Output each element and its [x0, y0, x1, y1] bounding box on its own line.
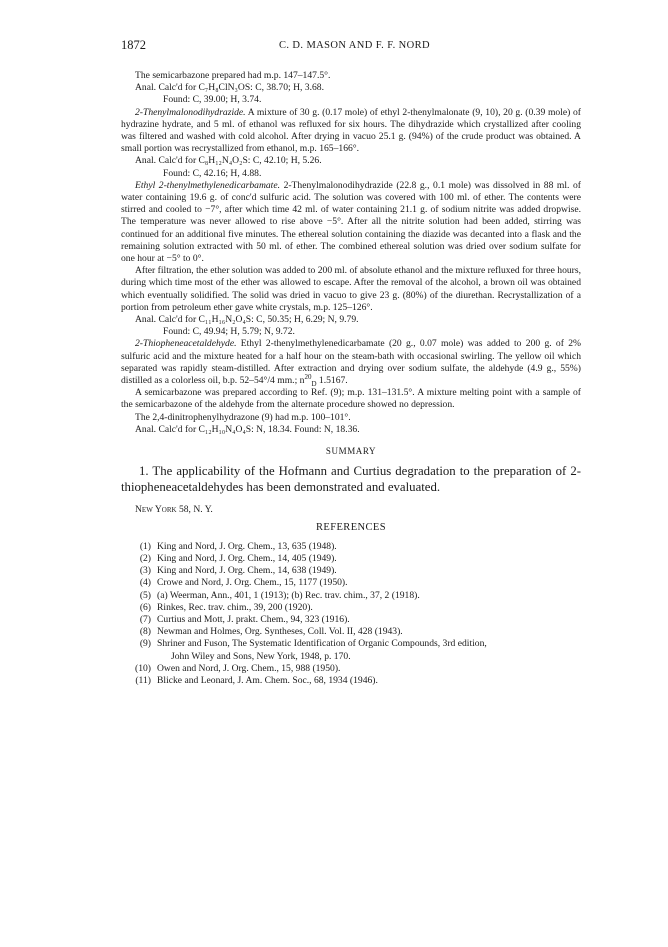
reference-text: Blicke and Leonard, J. Am. Chem. Soc., 68, 1934 (1946).	[157, 674, 378, 686]
reference-item	[121, 541, 581, 553]
paragraph-text: 2-Thenylmalonodihydrazide (22.8 g., 0.1 mole) was dissolved in 88 ml. of water containing 19.6 g. of conc'd sulfuric acid. The solution was covered with 100 ml. of ether. The contents were stirred and cooled to −7°, after which time 42 ml. of water containing 21.1 g. of sodium nitrite was added dropwise. The temperature was never allowed to rise above −5°. After all the nitrite solution had been added, stirring was continued for an additional five minutes. The ethereal solution containing the diazide was decanted into a flask and the remaining solution extracted with 50 ml. of ether. The combined ethereal solution was dried over sodium sulfate for one hour at −5° to 0°.	[121, 179, 582, 265]
analysis-calc: Anal. Calc'd for C₁₁H₁₆N₂O₄S: C, 50.35; H, 6.29; N, 9.79.	[135, 314, 359, 326]
compound-name: 2-Thenylmalonodihydrazide.	[135, 106, 246, 118]
page-header	[121, 38, 588, 56]
reference-number: (8)	[139, 626, 151, 638]
reference-text: Newman and Holmes, Org. Syntheses, Coll. Vol. II, 428 (1943).	[157, 626, 403, 638]
reference-item	[121, 663, 581, 675]
summary-heading: SUMMARY	[325, 446, 377, 457]
reference-number: (6)	[139, 601, 151, 613]
paragraph-filtration: After filtration, the ether solution was added to 200 ml. of absolute ethanol and the mixture refluxed for three hours, during which time most of the ether was allowed to escape. After the removal of the alcohol, a brown oil was obtained which eventually solidified. The solid was dried in vacuo to give 23 g. (80%) of the diurethan. Recrystallization of a portion from petroleum ether gave white crystals, m.p. 125–126°.	[121, 265, 581, 313]
reference-list	[121, 541, 581, 687]
analysis-calc: Anal. Calc'd for C₈H₁₂N₄O₂S: C, 42.10; H, 5.26.	[135, 155, 322, 167]
reference-number: (9)	[139, 638, 151, 650]
analysis-found: Found: C, 49.94; H, 5.79; N, 9.72.	[163, 326, 295, 338]
reference-text: King and Nord, J. Org. Chem., 14, 638 (1949).	[157, 565, 337, 577]
compound-name: Ethyl 2-thenylmethylenedicarbamate.	[135, 179, 281, 191]
reference-number: (4)	[139, 577, 151, 589]
article-body	[121, 70, 581, 687]
running-head-authors: C. D. MASON AND F. F. NORD	[278, 40, 431, 51]
paragraph-semicarbazone: The semicarbazone prepared had m.p. 147–147.5°.	[135, 70, 331, 81]
references-heading: REFERENCES	[316, 521, 386, 533]
reference-text: Crowe and Nord, J. Org. Chem., 15, 1177 (1950).	[157, 577, 348, 589]
paragraph-dnp	[121, 412, 581, 424]
paragraph-text: (9) had m.p. 100–101°.	[259, 411, 351, 423]
reference-item	[121, 590, 581, 602]
reference-item	[121, 602, 581, 614]
paragraph-aldehyde	[121, 338, 581, 387]
reference-text: King and Nord, J. Org. Chem., 13, 635 (1948).	[157, 540, 337, 552]
reference-continuation: John Wiley and Sons, New York, 1948, p. 170.	[171, 650, 351, 662]
reference-item	[121, 626, 581, 638]
reference-text: (a) Weerman, Ann., 401, 1 (1913); (b) Rec. trav. chim., 37, 2 (1918).	[157, 589, 420, 601]
paragraph-dicarbamate	[121, 180, 581, 265]
refractive-temp: 20	[304, 372, 312, 381]
reference-number: (5)	[139, 589, 151, 601]
paragraph-text: A mixture of 30 g. (0.17 mole) of ethyl 2-thenylmalonate (9, 10), 20 g. (0.39 mole) of hydrazine hydrate, and 5 ml. of ethanol was refluxed for six hours. The dihydrazide which crystallized after cooling was filtered and washed with cold alcohol. After drying in vacuo 25.1 g. (94%) of the crude product was obtained. A small portion was recrystallized from ethanol, m.p. 165–166°.	[121, 106, 581, 155]
reference-number: (1)	[139, 540, 151, 552]
reference-number: (3)	[139, 565, 151, 577]
analysis-found: Found: C, 39.00; H, 3.74.	[163, 94, 262, 106]
page-number: 1872	[121, 38, 146, 52]
reference-text: Curtius and Mott, J. prakt. Chem., 94, 323 (1916).	[157, 613, 350, 625]
reference-text: King and Nord, J. Org. Chem., 14, 405 (1949).	[157, 552, 337, 564]
paragraph-dihydrazide	[121, 107, 581, 156]
analysis-found: Found: C, 42.16; H, 4.88.	[163, 167, 262, 179]
paragraph-text: Ethyl 2-thenylmethylenedicarbamate (20 g., 0.07 mole) was added to 200 g. of 2% sulfuric acid and the mixture heated for a half hour on the steam-bath with occasional swirling. The yellow oil which separated was rapidly steam-distilled. After extraction and drying over sodium sulfate, the aldehyde (4.9 g., 55%) distilled as a colorless oil, b.p. 52–54°/4 mm.; n	[121, 338, 581, 387]
compound-name: 2-Thiopheneacetaldehyde.	[135, 338, 237, 350]
reference-item	[121, 565, 581, 577]
reference-text: Rinkes, Rec. trav. chim., 39, 200 (1920).	[157, 601, 313, 613]
reference-item	[121, 553, 581, 565]
reference-text: Shriner and Fuson, The Systematic Identification of Organic Compounds, 3rd edition,	[157, 638, 487, 650]
reference-number: (10)	[135, 662, 151, 674]
reference-item	[121, 675, 581, 687]
summary-text: 1. The applicability of the Hofmann and Curtius degradation to the preparation of 2-thiopheneacetaldehydes has been demonstrated and evaluated.	[121, 464, 581, 495]
reference-item	[121, 638, 581, 662]
reference-item	[121, 614, 581, 626]
reference-item	[121, 577, 581, 589]
analysis-calc: Anal. Calc'd for C₇H₈ClN₃OS: C, 38.70; H, 3.68.	[135, 82, 324, 94]
paragraph-text-end: 1.5167.	[316, 375, 348, 387]
paragraph-lead: The 2,4-dinitrophenylhydrazone	[135, 411, 260, 423]
reference-number: (11)	[135, 674, 151, 686]
author-address: New York 58, N. Y.	[135, 504, 213, 516]
refractive-line: D	[311, 379, 317, 388]
reference-number: (7)	[139, 613, 151, 625]
reference-number: (2)	[139, 552, 151, 564]
reference-text: Owen and Nord, J. Org. Chem., 15, 988 (1950).	[157, 662, 341, 674]
paragraph-semicarbazone-2: A semicarbazone was prepared according to Ref. (9); m.p. 131–131.5°. A mixture melting point with a sample of the semicarbazone of the aldehyde from the alternate procedure showed no depression.	[121, 387, 581, 411]
analysis-calc-found: Anal. Calc'd for C₁₂H₁₀N₄O₄S: N, 18.34. Found: N, 18.36.	[135, 423, 360, 435]
